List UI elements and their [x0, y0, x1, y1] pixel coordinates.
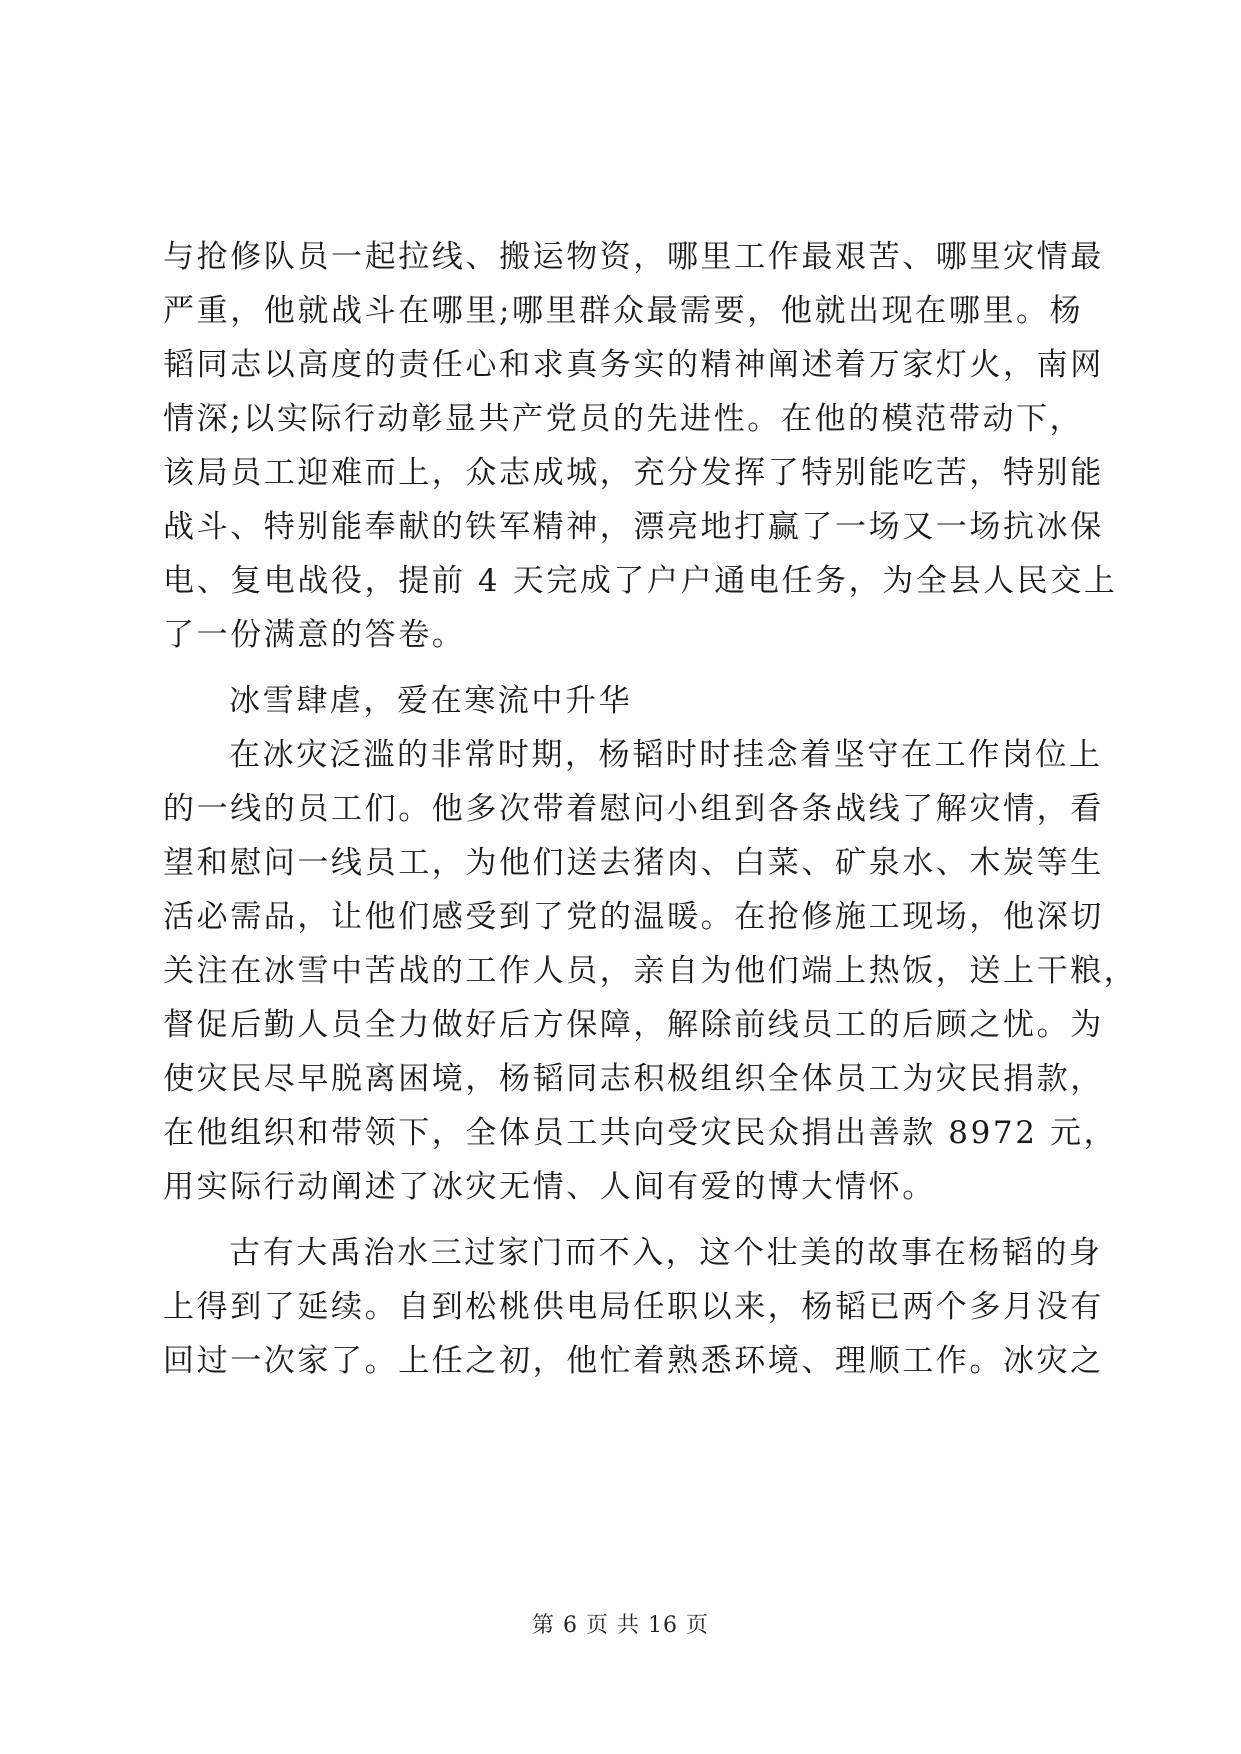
section-heading: [163, 674, 1083, 728]
text-line: 活必需品，让他们感受到了党的温暖。在抢修施工现场，他深切: [163, 899, 1104, 935]
paragraph: [163, 728, 1138, 1214]
text-line: 回过一次家了。上任之初，他忙着熟悉环境、理顺工作。冰灾之: [163, 1343, 1104, 1379]
text-line: 电、复电战役，提前 4 天完成了户户通电任务，为全县人民交上: [163, 563, 1118, 599]
text-line: 古有大禹治水三过家门而不入，这个壮美的故事在杨韬的身: [229, 1235, 1103, 1271]
document-body: [163, 230, 1138, 1388]
text-line: 战斗、特别能奉献的铁军精神，漂亮地打赢了一场又一场抗冰保: [163, 509, 1104, 545]
heading-line: 冰雪肆虐，爱在寒流中升华: [229, 683, 633, 719]
paragraph: [163, 230, 1118, 662]
text-line: 的一线的员工们。他多次带着慰问小组到各条战线了解灾情，看: [163, 791, 1104, 827]
text-line: 望和慰问一线员工，为他们送去猪肉、白菜、矿泉水、木炭等生: [163, 845, 1104, 881]
text-line: 督促后勤人员全力做好后方保障，解除前线员工的后顾之忧。为: [163, 1007, 1104, 1043]
text-line: 用实际行动阐述了冰灾无情、人间有爱的博大情怀。: [163, 1169, 936, 1205]
paragraph: [163, 1226, 1104, 1388]
text-line: 关注在冰雪中苦战的工作人员，亲自为他们端上热饭，送上干粮，: [163, 953, 1138, 989]
text-line: 在冰灾泛滥的非常时期，杨韬时时挂念着坚守在工作岗位上: [229, 737, 1103, 773]
text-line: 在他组织和带领下，全体员工共向受灾民众捐出善款 8972 元，: [163, 1115, 1118, 1151]
text-line: 上得到了延续。自到松桃供电局任职以来，杨韬已两个多月没有: [163, 1289, 1104, 1325]
text-line: 严重，他就战斗在哪里;哪里群众最需要，他就出现在哪里。杨: [163, 293, 1084, 329]
text-line: 该局员工迎难而上，众志成城，充分发挥了特别能吃苦，特别能: [163, 455, 1104, 491]
text-line: 与抢修队员一起拉线、搬运物资，哪里工作最艰苦、哪里灾情最: [163, 239, 1104, 275]
text-line: 使灾民尽早脱离困境，杨韬同志积极组织全体员工为灾民捐款，: [163, 1061, 1104, 1097]
text-line: 情深;以实际行动彰显共产党员的先进性。在他的模范带动下，: [163, 401, 1084, 437]
text-line: 了一份满意的答卷。: [163, 617, 466, 653]
text-line: 韬同志以高度的责任心和求真务实的精神阐述着万家灯火，南网: [163, 347, 1104, 383]
page-number-footer: 第 6 页 共 16 页: [532, 1613, 709, 1638]
